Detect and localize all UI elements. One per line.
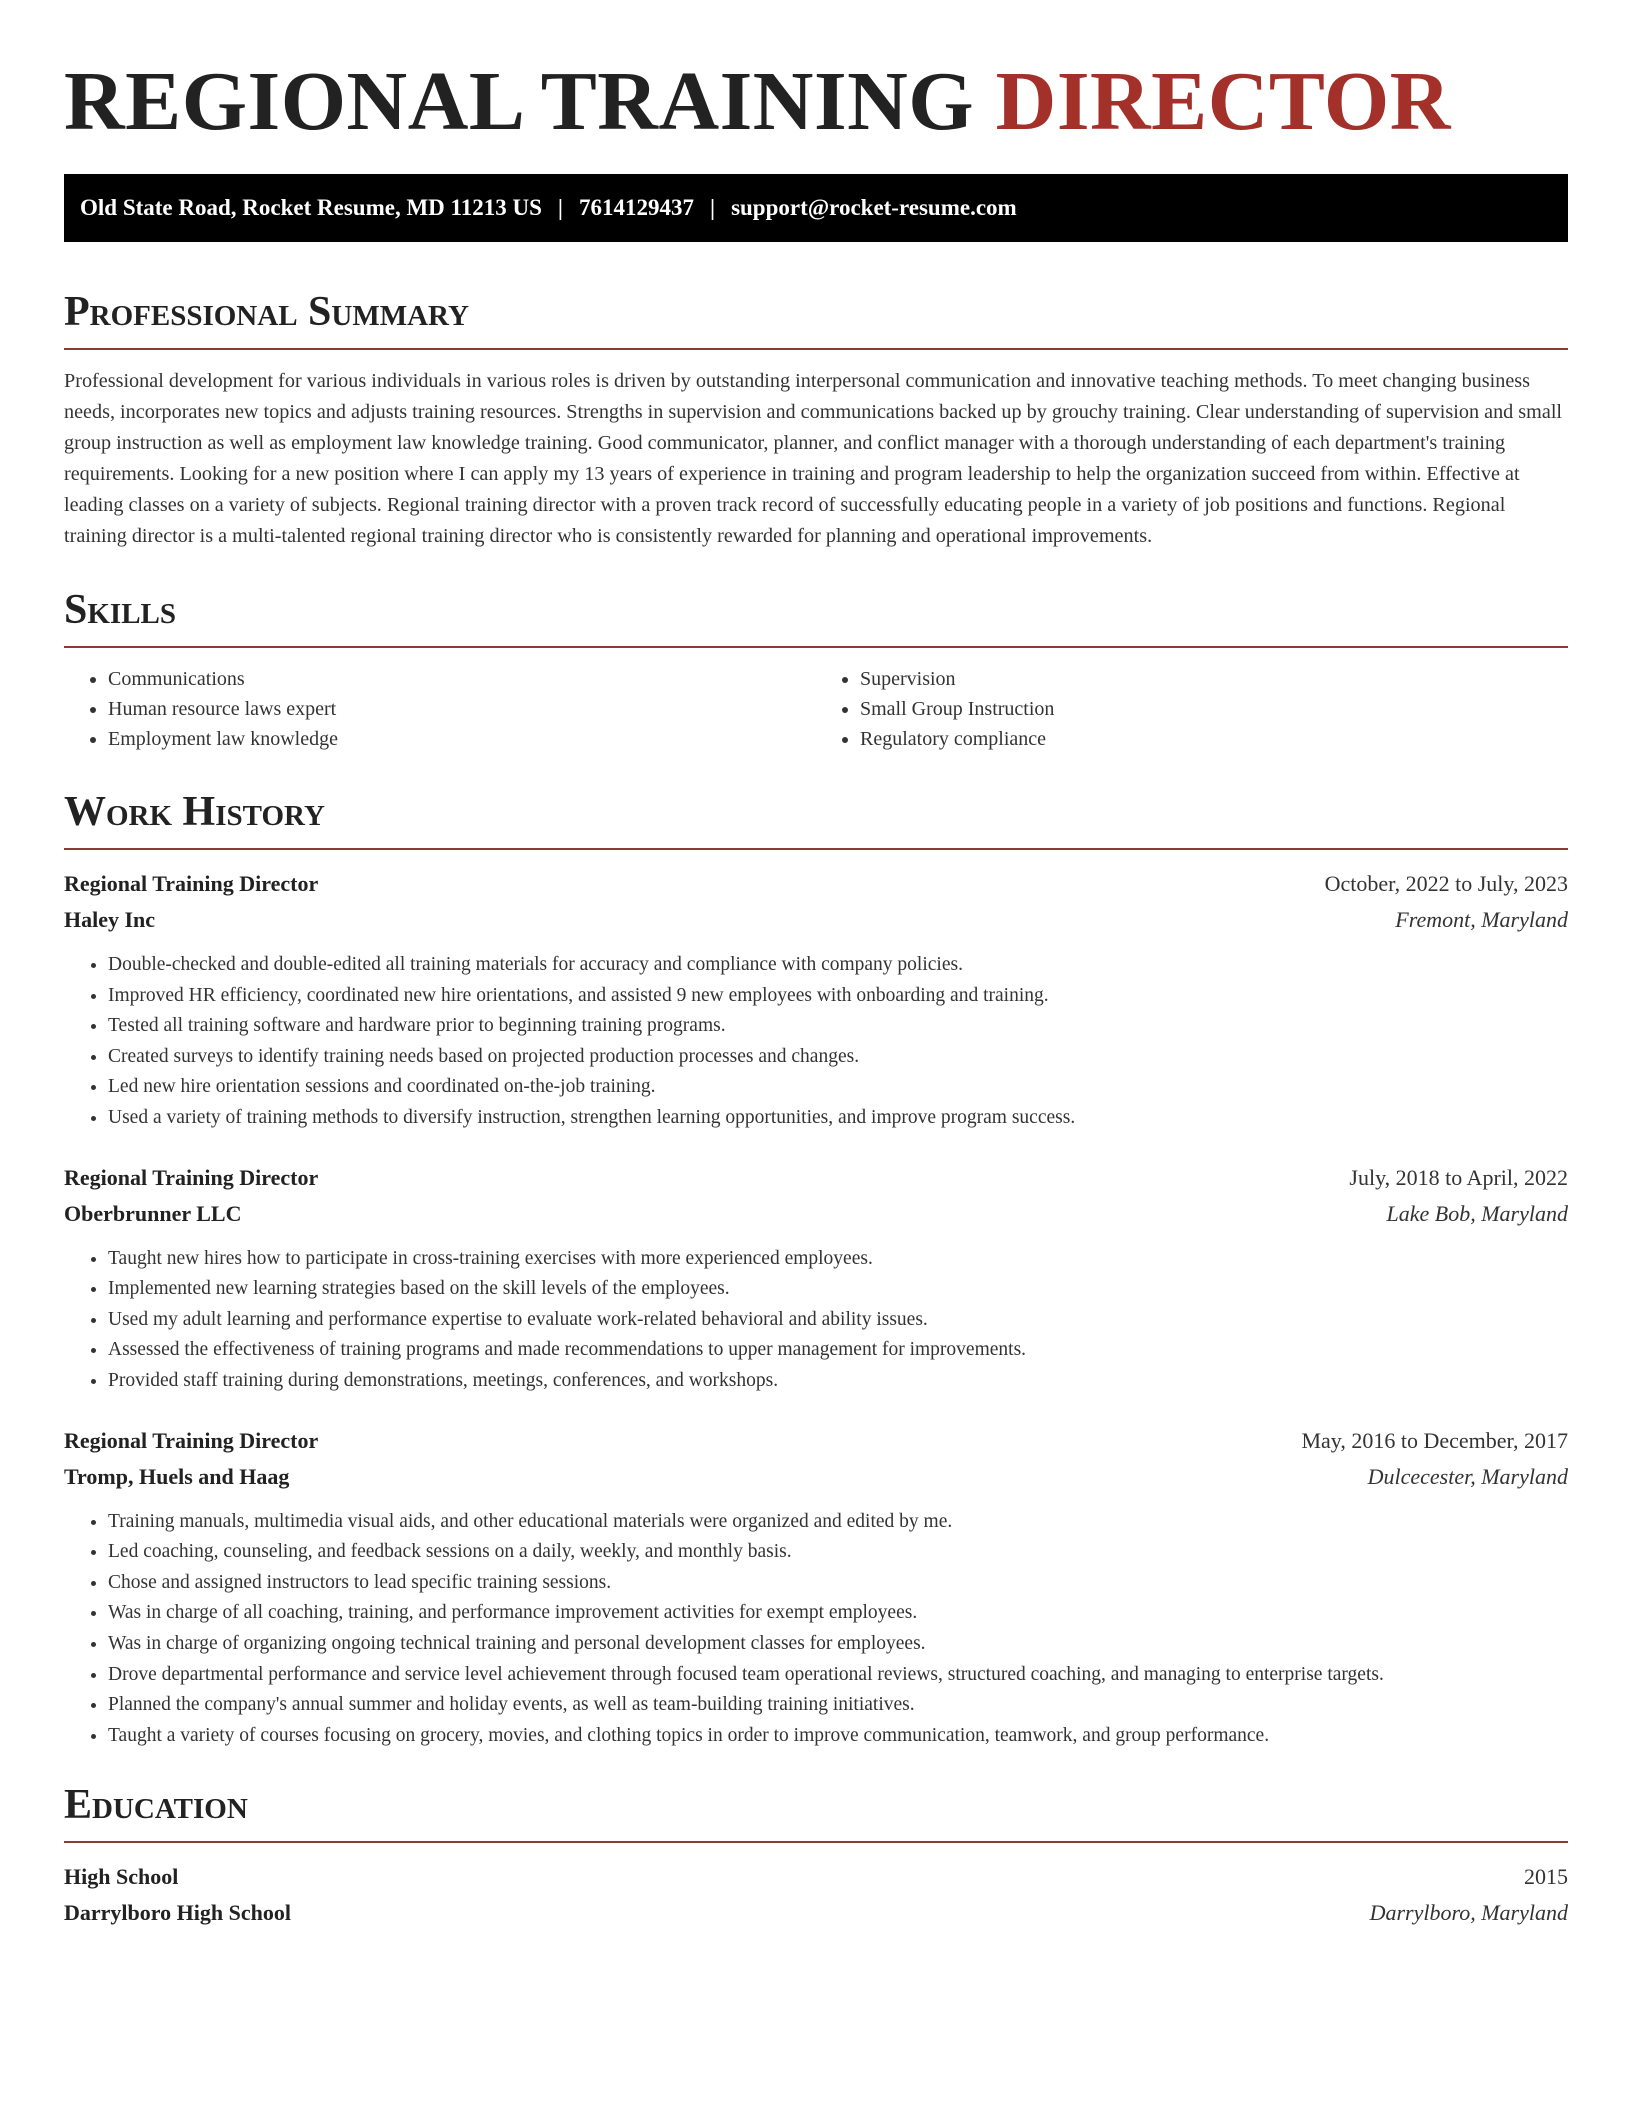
page-title [64, 56, 1568, 148]
section-divider [64, 848, 1568, 850]
job-bullets [64, 1244, 1568, 1397]
education-section [64, 1781, 1568, 1931]
job-bullet: • Improved HR efficiency, coordinated new hire orientations, and assisted 9 new employees with onboarding and training. [108, 981, 1568, 1012]
skill-item: • Human resource laws expert [108, 694, 816, 724]
summary-section [64, 288, 1568, 552]
contact-separator: | [709, 195, 716, 220]
title-main: REGIONAL TRAINING [64, 55, 996, 148]
title-accent: DIRECTOR [995, 55, 1451, 148]
job-title: Regional Training Director [64, 871, 319, 896]
job-bullet: • Led new hire orientation sessions and coordinated on-the-job training. [108, 1072, 1568, 1103]
education-subheader [64, 1895, 1568, 1931]
job-entry [64, 866, 1568, 1134]
contact-phone: 7614129437 [578, 195, 694, 220]
job-bullet: • Was in charge of organizing ongoing technical training and personal development classes for employees. [108, 1629, 1568, 1660]
job-location: Fremont, Maryland [1395, 907, 1568, 932]
skills-columns [64, 664, 1568, 754]
education-header [64, 1859, 1568, 1895]
job-bullet: • Chose and assigned instructors to lead specific training sessions. [108, 1568, 1568, 1599]
job-entry [64, 1423, 1568, 1752]
job-company: Haley Inc [64, 907, 156, 932]
job-title: Regional Training Director [64, 1427, 319, 1453]
contact-separator: | [557, 195, 563, 220]
job-bullet: • Assessed the effectiveness of training programs and made recommendations to upper management for improvements. [108, 1335, 1568, 1366]
skills-section [64, 586, 1568, 754]
job-bullet: • Tested all training software and hardware prior to beginning training programs. [108, 1011, 1568, 1042]
job-bullet: • Double-checked and double-edited all training materials for accuracy and compliance with company policies. [108, 950, 1568, 981]
skill-item: • Small Group Instruction [860, 694, 1568, 724]
job-location: Dulcecester, Maryland [1367, 1463, 1568, 1489]
job-company: Tromp, Huels and Haag [64, 1463, 290, 1489]
section-title-work: Work History [64, 789, 325, 835]
job-bullet: • Created surveys to identify training needs based on projected production processes and changes. [108, 1042, 1568, 1073]
job-location: Lake Bob, Maryland [1386, 1200, 1568, 1226]
job-bullet: • Used a variety of training methods to diversify instruction, strengthen learning opportunities, and improve program success. [108, 1103, 1568, 1134]
section-divider [64, 1841, 1568, 1843]
education-year: 2015 [1524, 1864, 1568, 1890]
education-entry [64, 1859, 1568, 1931]
section-title-education: Education [64, 1782, 248, 1829]
section-divider [64, 348, 1568, 350]
work-history-section [64, 788, 1568, 1751]
job-bullets [64, 1507, 1568, 1752]
job-header [64, 1160, 1568, 1196]
job-bullets [64, 950, 1568, 1134]
job-dates: July, 2018 to April, 2022 [1349, 1164, 1568, 1190]
skills-list-left [64, 664, 816, 754]
job-bullet: • Training manuals, multimedia visual aids, and other educational materials were organized and edited by me. [108, 1507, 1568, 1538]
resume-page [64, 0, 1568, 1931]
job-company: Oberbrunner LLC [64, 1200, 242, 1226]
job-bullet: • Implemented new learning strategies based on the skill levels of the employees. [108, 1274, 1568, 1305]
skill-item: • Employment law knowledge [108, 724, 816, 754]
job-bullet: • Led coaching, counseling, and feedback sessions on a daily, weekly, and monthly basis. [108, 1537, 1568, 1568]
job-dates: October, 2022 to July, 2023 [1324, 871, 1568, 896]
skills-list-right [816, 664, 1568, 754]
job-bullet: • Taught new hires how to participate in cross-training exercises with more experienced employees. [108, 1244, 1568, 1275]
contact-address: Old State Road, Rocket Resume, MD 11213 US [80, 195, 542, 220]
job-subheader [64, 902, 1568, 938]
contact-bar [64, 174, 1568, 242]
summary-text: Professional development for various individuals in various roles is driven by outstanding interpersonal communication and innovative teaching methods. To meet changing business needs, incorporates new topics and adjusts training resources. Strengths in supervision and communications backed up by grouchy training. Clear understanding of supervision and small group instruction as well as employment law knowledge training. Good communicator, planner, and conflict manager with a thorough understanding of each department's training requirements. Looking for a new position where I can apply my 13 years of experience in training and program leadership to help the organization succeed from within. Effective at leading classes on a variety of subjects. Regional training director with a proven track record of successfully educating people in a variety of job positions and functions. Regional training director is a multi-talented regional training director who is consistently rewarded for planning and operational improvements. [64, 370, 1563, 547]
job-subheader [64, 1196, 1568, 1232]
education-school: Darrylboro High School [64, 1900, 291, 1926]
education-location: Darrylboro, Maryland [1369, 1900, 1568, 1926]
contact-email: support@rocket-resume.com [731, 195, 1017, 220]
skill-item: • Communications [108, 664, 816, 694]
job-subheader [64, 1459, 1568, 1495]
job-bullet: • Taught a variety of courses focusing on grocery, movies, and clothing topics in order to improve communication, teamwork, and group performance. [108, 1721, 1568, 1752]
job-bullet: • Used my adult learning and performance expertise to evaluate work-related behavioral and ability issues. [108, 1305, 1568, 1336]
education-degree: High School [64, 1864, 179, 1890]
job-entry [64, 1160, 1568, 1397]
section-divider [64, 646, 1568, 648]
section-title-summary: Professional Summary [64, 289, 469, 335]
skill-item: • Regulatory compliance [860, 724, 1568, 754]
skill-item: • Supervision [860, 664, 1568, 694]
job-bullet: • Provided staff training during demonstrations, meetings, conferences, and workshops. [108, 1366, 1568, 1397]
job-bullet: • Drove departmental performance and service level achievement through focused team operational reviews, structured coaching, and managing to enterprise targets. [108, 1660, 1568, 1691]
job-bullet: • Planned the company's annual summer and holiday events, as well as team-building training initiatives. [108, 1690, 1568, 1721]
job-bullet: • Was in charge of all coaching, training, and performance improvement activities for exempt employees. [108, 1598, 1568, 1629]
job-header [64, 1423, 1568, 1459]
job-header [64, 866, 1568, 902]
section-title-skills: Skills [64, 587, 177, 633]
job-title: Regional Training Director [64, 1164, 319, 1190]
job-dates: May, 2016 to December, 2017 [1301, 1427, 1568, 1453]
